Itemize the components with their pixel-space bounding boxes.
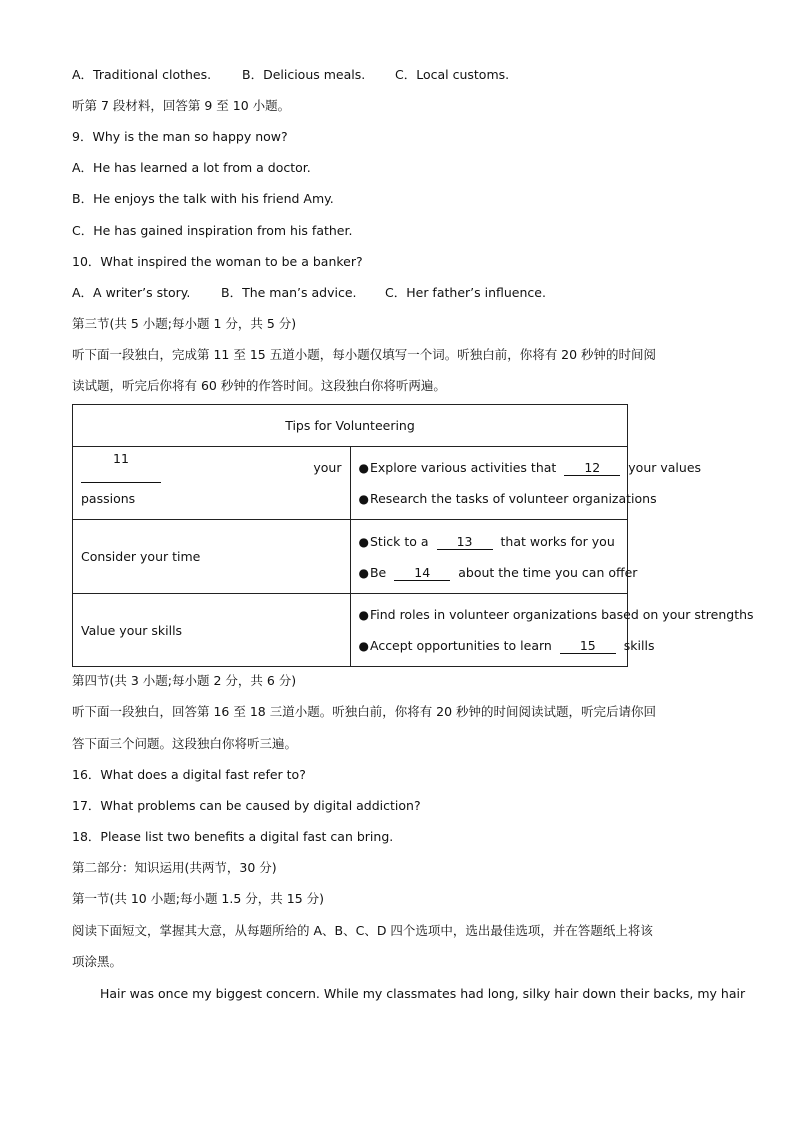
row1-bullet1: ●Explore various activities that 12 your values — [358, 460, 702, 475]
part4-heading: 第四节(共 3 小题;每小题 2 分，共 6 分) — [72, 673, 297, 688]
part3-instruction-2: 读试题，听完后你将有 60 秒钟的作答时间。这段独白你将听两遍。 — [72, 378, 446, 393]
q8-option-b: B．Delicious meals. — [242, 67, 366, 82]
row2-bullet2: ●Be 14 about the time you can offer — [358, 564, 638, 580]
tips-table-title: Tips for Volunteering — [73, 405, 628, 447]
row2-bullet1: ●Stick to a 13 that works for you — [358, 533, 615, 549]
passage-first-line: Hair was once my biggest concern. While my classmates had long, silky hair down their backs, my hair — [100, 986, 746, 1001]
row1-label-tail: your — [313, 460, 342, 475]
bullet-icon: ● — [358, 534, 369, 549]
bullet-icon: ● — [358, 639, 369, 653]
tips-table — [72, 404, 754, 667]
blank-13[interactable]: 13 — [437, 535, 493, 550]
bullet-icon: ● — [358, 461, 369, 475]
bullet-icon: ● — [358, 565, 369, 580]
q16: 16．What does a digital fast refer to? — [72, 767, 306, 782]
row3-content — [350, 594, 754, 667]
blank-11[interactable]: 11 — [81, 452, 161, 483]
q9-stem: 9．Why is the man so happy now? — [72, 129, 288, 144]
part2-heading: 第二部分：知识运用(共两节，30 分) — [72, 860, 277, 875]
q17: 17．What problems can be caused by digital addiction? — [72, 798, 421, 813]
q9-option-b: B．He enjoys the talk with his friend Amy. — [72, 191, 334, 206]
q10-option-b: B．The man’s advice. — [221, 285, 357, 300]
part3-heading: 第三节(共 5 小题;每小题 1 分，共 5 分) — [72, 316, 297, 331]
row1-label-line2: passions — [81, 491, 136, 506]
q10-option-c: C．Her father’s influence. — [385, 285, 546, 300]
row3-label: Value your skills — [73, 594, 351, 667]
row1-bullet2: ●Research the tasks of volunteer organizations — [358, 491, 657, 506]
part4-instruction-2: 答下面三个问题。这段独白你将听三遍。 — [72, 736, 298, 751]
part4-instruction-1: 听下面一段独白，回答第 16 至 18 三道小题。听独白前，你将有 20 秒钟的时间阅读试题，听完后请你回 — [72, 704, 657, 719]
q8-option-a: A．Traditional clothes. — [72, 67, 212, 82]
section7-intro: 听第 7 段材料，回答第 9 至 10 小题。 — [72, 98, 291, 113]
row3-bullet1: ●Find roles in volunteer organizations based on your strengths — [358, 607, 754, 622]
row1-content — [350, 447, 702, 520]
bullet-icon: ● — [358, 492, 369, 506]
q8-option-c: C．Local customs. — [395, 67, 510, 82]
q10-options — [72, 285, 546, 301]
row1-label — [73, 447, 351, 520]
q10-stem: 10．What inspired the woman to be a banker? — [72, 254, 363, 269]
q9-option-c: C．He has gained inspiration from his father. — [72, 223, 353, 238]
row3-bullet2: ●Accept opportunities to learn 15 skills — [358, 638, 655, 653]
blank-15[interactable]: 15 — [560, 639, 616, 654]
q18: 18．Please list two benefits a digital fast can bring. — [72, 829, 394, 844]
q8-options — [72, 67, 509, 83]
bullet-icon: ● — [358, 608, 369, 622]
q10-option-a: A．A writer’s story. — [72, 285, 191, 300]
part2-instruction-2: 项涂黑。 — [72, 954, 123, 969]
row2-content — [350, 520, 638, 594]
q9-option-a: A．He has learned a lot from a doctor. — [72, 160, 311, 175]
blank-14[interactable]: 14 — [394, 566, 450, 581]
part2-instruction-1: 阅读下面短文，掌握其大意，从每题所给的 A、B、C、D 四个选项中，选出最佳选项，并在答题纸上将该 — [72, 923, 653, 938]
part3-instruction-1: 听下面一段独白，完成第 11 至 15 五道小题，每小题仅填写一个词。听独白前，你将有 20 秒钟的时间阅 — [72, 347, 657, 362]
blank-12[interactable]: 12 — [564, 461, 620, 476]
part2-section1-heading: 第一节(共 10 小题;每小题 1.5 分，共 15 分) — [72, 891, 324, 906]
row2-label: Consider your time — [73, 520, 351, 594]
